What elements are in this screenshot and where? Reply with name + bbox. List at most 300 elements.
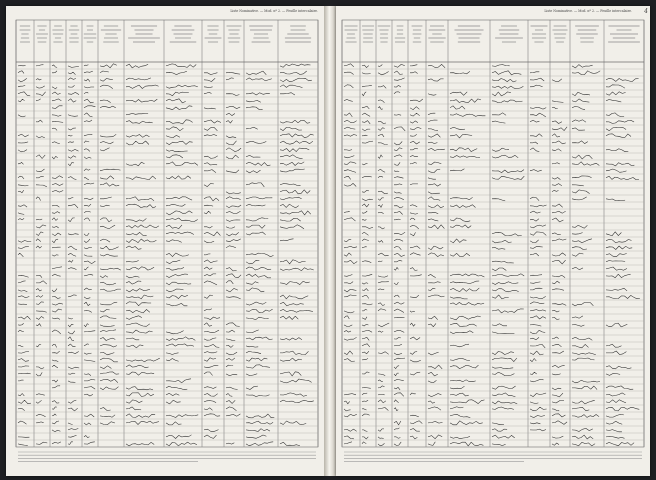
- handwritten-entry: [36, 92, 46, 96]
- handwritten-entry: [378, 72, 389, 75]
- handwritten-entry: [100, 302, 117, 305]
- handwritten-entry: [552, 414, 565, 417]
- handwritten-entry: [428, 394, 441, 397]
- handwritten-entry: [18, 115, 26, 117]
- handwritten-entry: [344, 359, 355, 362]
- handwritten-entry: [362, 199, 373, 201]
- handwritten-entry: [68, 72, 76, 75]
- handwritten-entry: [428, 64, 445, 67]
- handwritten-entry: [492, 199, 505, 201]
- handwritten-entry: [36, 281, 47, 284]
- handwritten-entry: [246, 374, 257, 376]
- handwritten-entry: [552, 233, 561, 235]
- handwritten-entry: [126, 372, 154, 375]
- handwritten-entry: [100, 310, 110, 312]
- handwritten-entry: [226, 394, 232, 397]
- handwritten-entry: [100, 197, 112, 199]
- handwritten-entry: [280, 309, 313, 312]
- handwritten-entry: [166, 162, 198, 166]
- handwritten-entry: [410, 218, 415, 220]
- handwritten-entry: [530, 134, 542, 137]
- handwritten-entry: [572, 303, 593, 306]
- handwritten-entry: [226, 274, 241, 278]
- handwritten-entry: [246, 253, 274, 257]
- handwritten-entry: [18, 218, 24, 219]
- handwritten-entry: [552, 107, 558, 108]
- handwritten-entry: [572, 99, 589, 102]
- handwritten-entry: [246, 218, 268, 221]
- handwritten-entry: [410, 421, 422, 424]
- handwritten-entry: [68, 135, 72, 136]
- handwritten-entry: [552, 204, 563, 207]
- handwritten-entry: [492, 274, 524, 277]
- handwritten-entry: [362, 106, 369, 109]
- handwritten-entry: [450, 302, 484, 305]
- handwritten-entry: [450, 386, 465, 389]
- handwritten-entry: [36, 311, 47, 312]
- handwritten-entry: [226, 345, 233, 347]
- handwritten-entry: [166, 135, 180, 137]
- handwritten-entry: [344, 246, 357, 248]
- handwritten-entry: [552, 281, 560, 284]
- handwritten-entry: [552, 218, 563, 222]
- handwritten-entry: [450, 442, 483, 446]
- handwritten-entry: [394, 85, 401, 87]
- handwritten-entry: [280, 379, 312, 383]
- handwritten-entry: [410, 184, 418, 185]
- handwritten-entry: [84, 360, 95, 362]
- handwritten-entry: [280, 162, 304, 166]
- handwritten-entry: [204, 352, 217, 353]
- handwritten-entry: [572, 128, 585, 130]
- handwritten-entry: [166, 218, 198, 221]
- handwritten-entry: [572, 415, 599, 418]
- handwritten-entry: [84, 311, 92, 313]
- handwritten-entry: [394, 379, 404, 381]
- handwritten-entry: [606, 421, 622, 424]
- handwritten-entry: [52, 380, 58, 382]
- handwritten-entry: [84, 169, 90, 171]
- handwritten-entry: [52, 233, 61, 236]
- handwritten-entry: [410, 141, 420, 144]
- handwritten-entry: [606, 92, 626, 95]
- handwritten-entry: [100, 366, 111, 369]
- handwritten-entry: [68, 423, 73, 425]
- handwritten-entry: [36, 169, 45, 172]
- handwritten-entry: [552, 304, 566, 306]
- handwritten-entry: [344, 150, 352, 151]
- handwritten-entry: [52, 289, 57, 292]
- handwritten-entry: [100, 415, 115, 417]
- handwritten-entry: [52, 344, 57, 347]
- handwritten-entry: [394, 295, 399, 297]
- handwritten-entry: [280, 148, 309, 152]
- handwritten-entry: [530, 275, 542, 276]
- handwritten-entry: [428, 407, 441, 410]
- handwritten-entry: [280, 351, 309, 355]
- handwritten-entry: [410, 134, 417, 136]
- handwritten-entry: [18, 190, 24, 193]
- handwritten-entry: [226, 232, 239, 236]
- handwritten-entry: [204, 108, 216, 109]
- handwritten-entry: [166, 204, 185, 206]
- handwritten-entry: [166, 442, 197, 446]
- handwritten-entry: [428, 129, 438, 131]
- census-table-right: [336, 6, 650, 476]
- handwritten-entry: [52, 309, 62, 312]
- handwritten-entry: [68, 429, 78, 430]
- handwritten-entry: [362, 113, 370, 116]
- handwritten-entry: [530, 282, 540, 283]
- handwritten-entry: [126, 289, 150, 292]
- handwritten-entry: [36, 79, 41, 80]
- handwritten-entry: [344, 99, 353, 101]
- handwritten-entry: [572, 239, 592, 243]
- handwritten-entry: [344, 176, 351, 179]
- handwritten-entry: [410, 323, 415, 326]
- handwritten-entry: [572, 386, 597, 390]
- handwritten-entry: [226, 297, 241, 299]
- handwritten-entry: [344, 414, 357, 417]
- handwritten-entry: [552, 388, 561, 390]
- handwritten-entry: [428, 205, 444, 208]
- handwritten-entry: [52, 267, 62, 269]
- handwritten-entry: [344, 394, 356, 395]
- handwritten-entry: [18, 150, 27, 152]
- handwritten-entry: [344, 409, 351, 411]
- handwritten-entry: [126, 141, 149, 145]
- handwritten-entry: [450, 358, 470, 360]
- handwritten-entry: [428, 365, 442, 369]
- handwritten-entry: [428, 295, 445, 297]
- handwritten-entry: [166, 267, 184, 270]
- handwritten-entry: [84, 387, 95, 390]
- handwritten-entry: [492, 407, 514, 409]
- handwritten-entry: [606, 430, 622, 432]
- handwritten-entry: [166, 225, 182, 229]
- handwritten-entry: [606, 274, 631, 278]
- handwritten-entry: [166, 353, 179, 355]
- handwritten-entry: [362, 409, 367, 410]
- handwritten-entry: [100, 142, 114, 144]
- handwritten-entry: [572, 428, 593, 431]
- handwritten-entry: [204, 254, 210, 255]
- handwritten-entry: [36, 394, 45, 395]
- handwritten-entry: [52, 156, 58, 159]
- handwritten-entry: [344, 295, 357, 297]
- handwritten-entry: [410, 205, 417, 207]
- handwritten-entry: [362, 388, 371, 389]
- handwritten-entry: [280, 190, 310, 194]
- handwritten-entry: [450, 135, 472, 138]
- handwritten-entry: [394, 331, 404, 333]
- handwritten-entry: [606, 351, 626, 355]
- handwritten-entry: [552, 393, 563, 397]
- handwritten-entry: [166, 64, 196, 68]
- handwritten-entry: [246, 288, 264, 292]
- handwritten-entry: [394, 148, 402, 151]
- handwritten-entry: [492, 295, 509, 299]
- handwritten-entry: [84, 120, 92, 122]
- handwritten-entry: [68, 218, 75, 222]
- handwritten-entry: [492, 92, 511, 96]
- handwritten-entry: [394, 442, 401, 446]
- handwritten-entry: [530, 288, 542, 290]
- handwritten-entry: [126, 302, 151, 306]
- handwritten-entry: [126, 442, 154, 446]
- handwritten-entry: [100, 205, 110, 206]
- handwritten-entry: [226, 141, 237, 145]
- handwritten-entry: [246, 155, 260, 157]
- handwritten-entry: [226, 268, 237, 271]
- handwritten-entry: [606, 288, 627, 291]
- handwritten-entry: [226, 94, 239, 96]
- handwritten-entry: [166, 282, 191, 285]
- handwritten-entry: [126, 345, 143, 348]
- handwritten-entry: [552, 337, 559, 339]
- handwritten-entry: [100, 64, 117, 68]
- handwritten-entry: [166, 386, 187, 390]
- handwritten-entry: [68, 115, 78, 117]
- handwritten-entry: [344, 429, 357, 431]
- handwritten-entry: [246, 127, 258, 129]
- handwritten-entry: [18, 205, 27, 207]
- handwritten-entry: [606, 267, 627, 270]
- handwritten-entry: [572, 253, 583, 256]
- handwritten-entry: [126, 135, 150, 138]
- handwritten-entry: [204, 330, 219, 333]
- handwritten-entry: [280, 71, 307, 75]
- handwritten-entry: [410, 246, 420, 249]
- handwritten-entry: [36, 324, 41, 327]
- handwritten-entry: [68, 198, 73, 199]
- handwritten-entry: [246, 442, 273, 446]
- handwritten-entry: [492, 170, 524, 173]
- handwritten-entry: [280, 225, 304, 229]
- handwritten-entry: [226, 205, 241, 208]
- handwritten-entry: [410, 121, 418, 123]
- handwritten-entry: [126, 225, 159, 228]
- handwritten-entry: [280, 316, 298, 319]
- handwritten-entry: [606, 199, 625, 201]
- handwritten-entry: [428, 225, 444, 229]
- handwritten-entry: [126, 393, 154, 397]
- handwritten-entry: [36, 155, 45, 159]
- handwritten-entry: [126, 387, 153, 390]
- handwritten-entry: [552, 141, 566, 144]
- handwritten-entry: [394, 260, 402, 262]
- handwritten-entry: [280, 400, 314, 403]
- handwritten-entry: [606, 344, 622, 347]
- handwritten-entry: [18, 241, 31, 243]
- handwritten-entry: [492, 393, 515, 397]
- handwritten-entry: [552, 253, 566, 256]
- handwritten-entry: [166, 85, 198, 88]
- handwritten-entry: [572, 233, 583, 235]
- handwritten-entry: [246, 183, 264, 187]
- handwritten-entry: [394, 353, 402, 355]
- handwritten-entry: [84, 92, 88, 94]
- handwritten-entry: [36, 344, 41, 346]
- handwritten-entry: [530, 330, 545, 333]
- handwritten-entry: [344, 156, 354, 158]
- handwritten-entry: [84, 239, 90, 242]
- handwritten-entry: [572, 92, 590, 96]
- handwritten-entry: [410, 113, 420, 116]
- handwritten-entry: [428, 184, 441, 186]
- handwritten-entry: [100, 225, 115, 229]
- handwritten-entry: [530, 113, 546, 117]
- handwritten-entry: [492, 71, 521, 75]
- handwritten-entry: [100, 379, 118, 383]
- handwritten-entry: [246, 358, 267, 361]
- handwritten-entry: [428, 288, 435, 290]
- handwritten-entry: [280, 358, 302, 361]
- handwritten-entry: [572, 442, 595, 446]
- handwritten-entry: [428, 435, 442, 439]
- handwritten-entry: [530, 344, 545, 348]
- handwritten-entry: [100, 282, 116, 285]
- handwritten-entry: [362, 164, 368, 165]
- handwritten-entry: [166, 155, 183, 158]
- handwritten-entry: [450, 393, 469, 396]
- handwritten-entry: [492, 324, 507, 326]
- handwritten-entry: [246, 100, 261, 102]
- handwritten-entry: [394, 373, 399, 376]
- handwritten-entry: [606, 163, 634, 166]
- handwritten-entry: [280, 393, 307, 396]
- handwritten-entry: [166, 274, 188, 278]
- handwritten-entry: [572, 267, 583, 270]
- handwritten-entry: [362, 204, 369, 207]
- handwritten-entry: [68, 66, 79, 68]
- handwritten-entry: [552, 310, 559, 312]
- handwritten-entry: [246, 107, 263, 110]
- handwritten-entry: [68, 344, 76, 347]
- handwritten-entry: [362, 219, 366, 220]
- handwritten-entry: [530, 423, 540, 424]
- handwritten-entry: [572, 197, 587, 200]
- handwritten-entry: [166, 393, 179, 395]
- handwritten-entry: [18, 373, 31, 374]
- handwritten-entry: [100, 134, 116, 137]
- handwritten-entry: [204, 429, 219, 432]
- handwritten-entry: [450, 114, 485, 117]
- handwritten-entry: [606, 442, 634, 445]
- handwritten-entry: [410, 436, 417, 439]
- handwritten-entry: [68, 234, 79, 235]
- handwritten-entry: [204, 87, 213, 88]
- handwritten-entry: [450, 421, 483, 425]
- page-number: 4: [644, 8, 648, 15]
- handwritten-entry: [166, 422, 182, 425]
- handwritten-entry: [100, 276, 108, 278]
- handwritten-entry: [428, 352, 439, 355]
- handwritten-entry: [52, 430, 60, 432]
- handwritten-entry: [226, 73, 240, 75]
- handwritten-entry: [246, 337, 273, 340]
- handwritten-entry: [204, 414, 220, 416]
- handwritten-entry: [68, 331, 75, 334]
- handwritten-entry: [492, 261, 514, 263]
- handwritten-entry: [378, 400, 386, 403]
- handwritten-entry: [606, 437, 625, 439]
- handwritten-entry: [450, 281, 479, 284]
- handwritten-entry: [378, 169, 385, 172]
- handwritten-entry: [204, 338, 216, 340]
- handwritten-entry: [530, 225, 546, 228]
- handwritten-entry: [530, 407, 547, 411]
- handwritten-entry: [394, 162, 400, 165]
- handwritten-entry: [246, 197, 272, 199]
- handwritten-entry: [394, 344, 402, 346]
- handwritten-entry: [530, 205, 547, 207]
- handwritten-entry: [52, 190, 63, 192]
- handwritten-entry: [552, 79, 562, 82]
- handwritten-entry: [450, 197, 473, 199]
- handwritten-entry: [246, 386, 258, 389]
- handwritten-entry: [572, 400, 595, 404]
- handwritten-entry: [226, 414, 240, 416]
- handwritten-entry: [378, 134, 384, 137]
- page-header: Liste Nominative. — Mod. nº 2. — Feuille intercalaire.: [230, 9, 318, 13]
- handwritten-entry: [166, 260, 180, 264]
- handwritten-entry: [378, 331, 383, 332]
- handwritten-entry: [344, 282, 353, 284]
- handwritten-entry: [378, 408, 388, 411]
- handwritten-entry: [378, 121, 386, 123]
- handwritten-entry: [52, 99, 61, 101]
- handwritten-entry: [166, 150, 188, 152]
- handwritten-entry: [428, 212, 438, 214]
- handwritten-entry: [18, 281, 26, 283]
- handwritten-entry: [394, 155, 402, 157]
- handwritten-entry: [450, 156, 480, 158]
- handwritten-entry: [246, 141, 266, 143]
- handwritten-entry: [84, 113, 93, 117]
- handwritten-entry: [344, 311, 354, 313]
- handwritten-entry: [18, 275, 29, 277]
- handwritten-entry: [606, 239, 632, 242]
- handwritten-entry: [18, 330, 24, 332]
- handwritten-entry: [410, 253, 421, 255]
- handwritten-entry: [280, 85, 303, 88]
- handwritten-entry: [492, 65, 510, 67]
- handwritten-entry: [280, 302, 304, 306]
- handwritten-entry: [492, 121, 505, 123]
- handwritten-entry: [394, 192, 402, 194]
- handwritten-entry: [492, 423, 504, 425]
- handwritten-entry: [166, 295, 188, 298]
- handwritten-entry: [36, 176, 44, 178]
- handwritten-entry: [552, 400, 564, 403]
- handwritten-entry: [606, 246, 632, 250]
- census-page-right: [336, 6, 650, 476]
- handwritten-entry: [410, 225, 419, 229]
- handwritten-entry: [552, 318, 560, 320]
- handwritten-entry: [36, 295, 43, 297]
- handwritten-entry: [606, 113, 624, 117]
- handwritten-entry: [530, 351, 544, 355]
- handwritten-entry: [68, 367, 79, 369]
- handwritten-entry: [530, 120, 539, 122]
- handwritten-entry: [492, 79, 516, 82]
- handwritten-entry: [36, 367, 44, 369]
- handwritten-entry: [52, 414, 56, 416]
- handwritten-entry: [378, 437, 384, 439]
- handwritten-entry: [18, 162, 24, 164]
- handwritten-entry: [246, 71, 266, 75]
